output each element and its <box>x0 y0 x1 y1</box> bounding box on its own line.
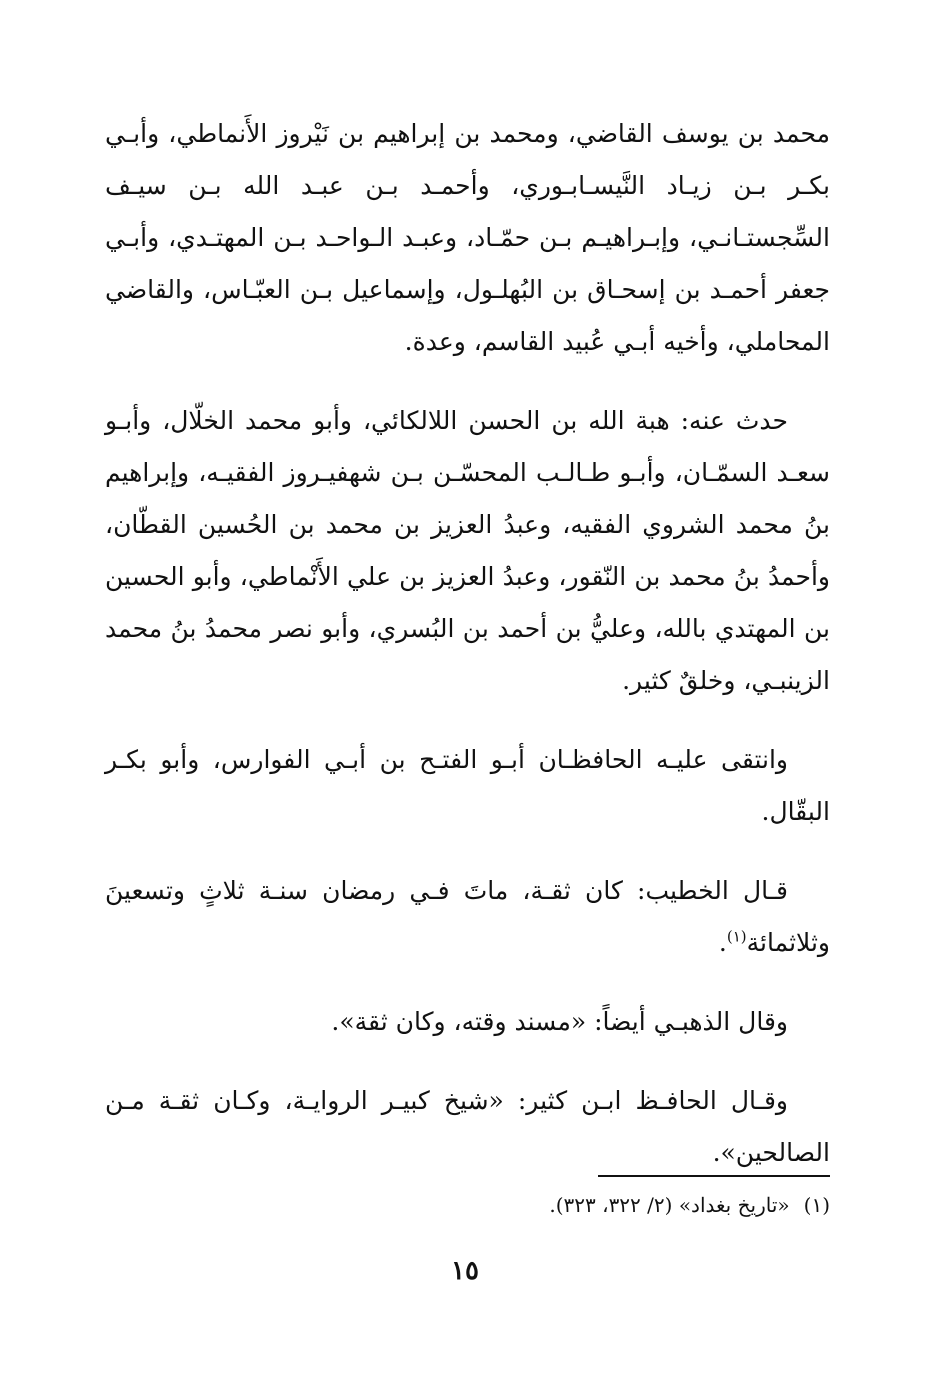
paragraph-selection: وانتقى عليـه الحافظـان أبـو الفتـح بن أبـي الفوارس، وأبو بكـر البقّال. <box>105 745 830 826</box>
khatib-quote-end: . <box>718 928 727 957</box>
footnote <box>105 1190 830 1220</box>
khatib-quote-text: قـال الخطيب: كان ثقـة، ماتَ فـي رمضان سنـة ثلاثٍ وتسعينَ وثلاثمائة <box>105 876 830 957</box>
footnote-separator <box>598 1175 830 1177</box>
paragraph-teachers: محمد بن يوسف القاضي، ومحمد بن إبراهيم بن نَيْروز الأَنماطي، وأبـي بكـر بـن زيـاد النَّيسـابـوري، وأحمـد بـن عبـد الله بـن سيـف السِّجستـانـي، وإبـراهيـم بـن حمّـاد، وعبـد الـواحـد بـن المهتـدي، وأبـي جعفر أحمـد بن إسحـاق بن البُهلـول، وإسماعيل بـن العبّـاس، والقاضي المحاملي، وأخيه أبـي عُبيد القاسم، وعدة. <box>105 119 830 356</box>
footnote-number: (١) <box>803 1193 830 1217</box>
paragraph-ibn-kathir-quote: وقـال الحافـظ ابـن كثير: «شيخ كبيـر الروايـة، وكـان ثقـة مـن الصالحين». <box>105 1086 830 1167</box>
paragraph-dhahabi-quote: وقال الذهبـي أيضاً: «مسند وقته، وكان ثقة». <box>331 1007 788 1036</box>
footnote-text: «تاريخ بغداد» (٢/ ٣٢٢، ٣٢٣). <box>549 1193 790 1217</box>
page-number: ١٥ <box>451 1256 479 1286</box>
paragraph-students: حدث عنه: هبة الله بن الحسن اللالكائي، وأبو محمد الخلّال، وأبـو سعـد السمّـان، وأبـو طـالـب المحسّـن بـن شهفيـروز الفقيـه، وإبراهيم بنُ محمد الشروي الفقيه، وعبدُ العزيز بن محمد بن الحُسين القطّان، وأحمدُ بنُ محمد بن النّقور، وعبدُ العزيز بن علي الأَنْماطي، وأبو الحسين بن المهتدي بالله، وعليُّ بن أحمد بن البُسري، وأبو نصر محمدُ بنُ محمد الزينبـي، وخلقٌ كثير. <box>105 406 830 695</box>
paragraph-khatib-quote <box>105 865 830 969</box>
footnote-reference: (١) <box>726 927 747 946</box>
main-text <box>105 108 830 1206</box>
